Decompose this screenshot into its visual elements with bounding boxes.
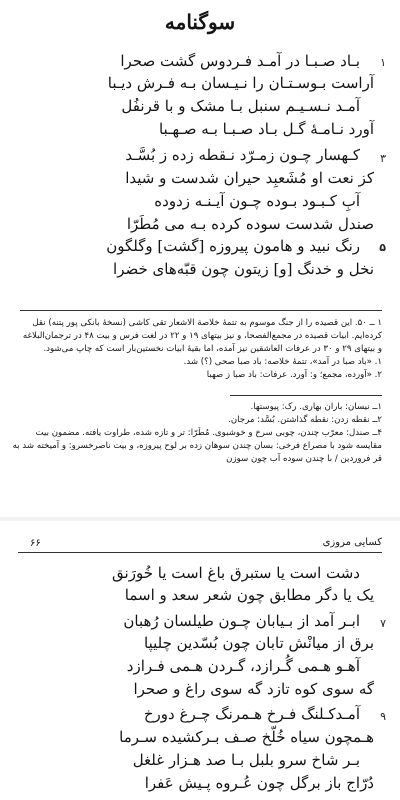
- verse-line: برق از میانْش تابان چون بُسّدین چلیپا: [144, 634, 374, 652]
- verse-line: آمـدکـلنگ فـرخ هـمرنگ چـرغ دورخ: [143, 705, 360, 723]
- verse-number: ۵: [379, 241, 386, 254]
- verse-line: کز نعت او مُشَعبِد حیران شدست و شیدا: [125, 169, 374, 187]
- footnote-line: ۱ــ نیسان: باران بهاری. رک: پیوستها.: [250, 402, 382, 412]
- header-rule: [18, 552, 382, 553]
- page-number: ۶۶: [30, 538, 41, 549]
- verse-number: ۹: [380, 710, 386, 723]
- verse-line: آمـد نـسـیـم سنبل بـا مشک و با قرنفُل: [121, 97, 360, 115]
- footnote-line: قر فروردین / با چندن سوده آب چون سوزن: [226, 454, 382, 464]
- verse-line: بـر شاخ سرو بلبل بـا صد هـزار غلغل: [132, 751, 360, 769]
- footnote-line: ۱. «باد صبا در آمد»، تتمهٔ خلاصه: باد صبا صحی (؟) شد.: [183, 357, 382, 367]
- verse-line: رنگ نبید و هامون پیروزه [گشت] وگلگون: [106, 237, 360, 255]
- verse-number: ۷: [380, 617, 386, 630]
- verse-line: صندل شدست سوده کرده بـه می مُطَرّا: [126, 215, 374, 233]
- page-break: [0, 517, 400, 521]
- footnote-rule: [20, 310, 382, 311]
- footnote-rule: [230, 395, 382, 396]
- footnote-line: ۱ ــ ۵۰. این قصیده را از جنگ موسوم به تتمهٔ خلاصة الاشعار تقی کاشی (نسخهٔ بانکی پور پتنه) نقل: [32, 318, 382, 328]
- verse-line: هـمچون سیاه خُلّخ صـف بـرکشیده سـرما: [119, 728, 374, 746]
- footnote-line: ۲. «آورده، مجمع؛ و: آورد. عرفات: باد صبا ز صهبا: [206, 370, 382, 380]
- verse-line: آبِ کـبـود بـوده چـون آیـنـه زدوده: [154, 192, 360, 210]
- poem-title: سوگنامه: [164, 10, 236, 34]
- verse-line: کـهسار چـون زمـرّد نـقطه زده ز بُسَّـد: [125, 146, 360, 164]
- verse-line: بـاد صـبـا در آمـد فـردوس گشت صحرا: [120, 52, 360, 70]
- verse-line: دشت است یا ستبرق باغ است یا خُورَنق: [112, 564, 360, 582]
- verse-line: آهـو هـمی گُـرازد، گـردن هـمی فـرازد: [126, 657, 360, 675]
- footnote-line: ۴ــ صندل: معرّب چندن، چوبی سرخ و خوشبوی. مُطَرّا: تر و تازه شده، طراوت یافته. مضمون بیت: [35, 428, 382, 438]
- verse-line: دُرّاج باز برگل چون عُـروه پـیش عَفرا: [144, 774, 374, 792]
- verse-number: ۳: [380, 152, 386, 165]
- footnote-line: مقایسه شود با مصراع فرخی: بسان چندن سوهان زده بر لوح پیروزه، و بیت ناصرخسرو: و آمیخته شد به: [12, 441, 382, 451]
- verse-line: یک یا دگر مطابق چون شعر سعد و اسما: [124, 586, 374, 604]
- verse-number: ۱: [380, 56, 386, 69]
- verse-line: گه سوی کوه تازد گه سوی راغ و صحرا: [133, 680, 374, 698]
- footnote-line: کرده‌ایم. ابیات قصیده در مجمع‌الفصحا، و نیز بیتهای ۱۹ و ۲۲ در لغت فرس و بیت ۴۸ در ترجمان‌البلاغه: [22, 331, 382, 341]
- footnote-line: ۲ــ نقطه زدن: نقطه گذاشتن. بُسَّد: مرجان.: [228, 415, 382, 425]
- verse-line: ابـر آمد از بـیابان چـون طیلسان رُهبان: [123, 612, 360, 630]
- verse-line: آورد نـامـهٔ گـل بـاد صـبـا بـه صـهـبا: [158, 120, 374, 138]
- verse-line: نخل و خدنگ [و] زیتون چون قبّه‌های خضرا: [113, 260, 374, 278]
- verse-line: آراست بـوسـتـان را نـیـسان بـه فـرش دیـبا: [107, 74, 374, 92]
- running-head: کسایی مروزی: [322, 537, 382, 548]
- footnote-line: و بیتهای ۲۹ و ۳۰ در عرفات العاشقین نیز آمده، اما بقیهٔ ابیات نخستین‌بار است که چاپ می‌شود.: [43, 344, 382, 354]
